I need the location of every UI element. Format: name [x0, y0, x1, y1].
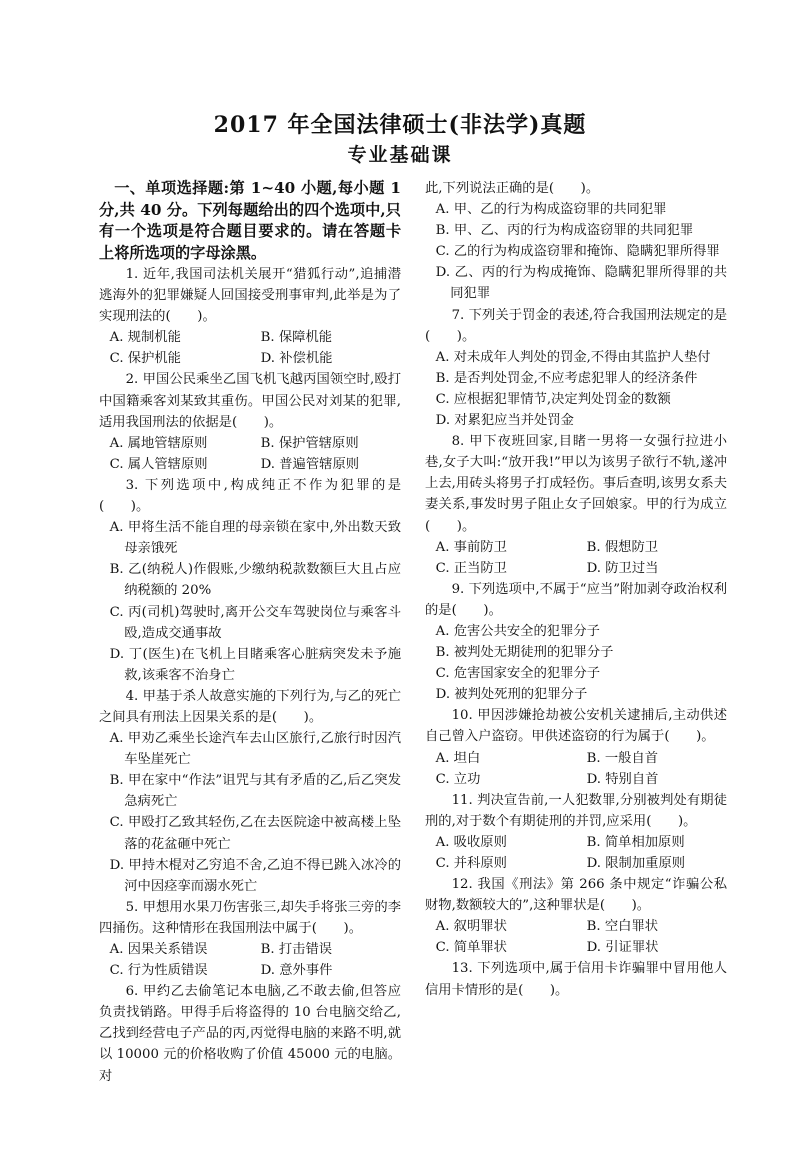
option-a: A. 甲将生活不能自理的母亲锁在家中,外出数天致母亲饿死	[109, 520, 401, 557]
section-heading: 一、单项选择题:第 1~40 小题,每小题 1 分,共 40 分。下列每题给出的四个选项中,只有一个选项是符合题目要求的。请在答题卡上将所选项的字母涂黑。	[99, 179, 401, 262]
question-stem: 3. 下列选项中,构成纯正不作为犯罪的是( )。	[99, 477, 401, 515]
option-d: D. 特别自首	[586, 771, 659, 787]
question-stem-part1: 6. 甲约乙去偷笔记本电脑,乙不敢去偷,但答应负责找销路。甲得手后将盗得的 10 台电脑交给乙,乙找到经营电子产品的丙,丙觉得电脑的来路不明,就以 10000 元的价格收购了价值 45000 元的电脑。对	[99, 984, 401, 1084]
option-a: A. 甲劝乙乘坐长途汽车去山区旅行,乙旅行时因汽车坠崖死亡	[109, 731, 401, 768]
option-b: B. 一般自首	[586, 750, 659, 766]
question-3	[99, 475, 401, 686]
right-column	[425, 178, 727, 1001]
page-subtitle: 专业基础课	[347, 144, 453, 166]
option-c: C. 丙(司机)驾驶时,离开公交车驾驶岗位与乘客斗殴,造成交通事故	[109, 604, 401, 641]
option-b: B. 保障机能	[260, 330, 333, 346]
question-12	[425, 874, 727, 958]
question-6-continued	[425, 178, 727, 305]
option-d: D. 补偿机能	[260, 351, 333, 367]
option-b: B. 保护管辖原则	[260, 435, 359, 451]
question-stem: 10. 甲因涉嫌抢劫被公安机关逮捕后,主动供述自己曾入户盗窃。甲供述盗窃的行为属于( )。	[425, 708, 727, 745]
option-b: B. 乙(纳税人)作假账,少缴纳税款数额巨大且占应纳税额的 20%	[109, 562, 401, 599]
option-d: D. 限制加重原则	[586, 856, 686, 871]
question-stem: 5. 甲想用水果刀伤害张三,却失手将张三旁的李四捅伤。这种情形在我国刑法中属于( )。	[99, 899, 401, 936]
option-a: A. 吸收原则	[435, 834, 507, 850]
question-stem-part2: 此,下列说法正确的是( )。	[425, 181, 600, 196]
option-c: C. 行为性质错误	[109, 963, 208, 979]
question-13	[425, 958, 727, 1000]
option-b: B. 空白罪状	[586, 919, 659, 935]
option-b: B. 假想防卫	[586, 539, 659, 555]
option-a: A. 对未成年人判处的罚金,不得由其监护人垫付	[435, 349, 711, 365]
question-stem: 12. 我国《刑法》第 266 条中规定“诈骗公私财物,数额较大的”,这种罪状是( )。	[425, 877, 727, 914]
question-4	[99, 686, 401, 897]
option-b: B. 甲、乙、丙的行为构成盗窃罪的共同犯罪	[435, 223, 694, 239]
question-11	[425, 790, 727, 874]
option-d: D. 甲持木棍对乙穷追不舍,乙迫不得已跳入冰冷的河中因痉挛而溺水死亡	[109, 857, 401, 894]
option-c: C. 并科原则	[435, 856, 507, 871]
option-a: A. 危害公共安全的犯罪分子	[435, 623, 600, 639]
option-d: D. 对累犯应当并处罚金	[435, 413, 574, 429]
question-stem: 7. 下列关于罚金的表述,符合我国刑法规定的是( )。	[425, 307, 727, 344]
option-d: D. 引证罪状	[586, 940, 659, 956]
option-b: B. 简单相加原则	[586, 834, 685, 850]
option-d: D. 被判处死刑的犯罪分子	[435, 687, 588, 703]
option-a: A. 事前防卫	[435, 539, 507, 555]
option-d: D. 防卫过当	[586, 560, 659, 576]
option-a: A. 叙明罪状	[435, 919, 507, 935]
question-2	[99, 369, 401, 474]
question-8	[425, 431, 727, 579]
question-stem: 4. 甲基于杀人故意实施的下列行为,与乙的死亡之间具有刑法上因果关系的是( )。	[99, 688, 401, 725]
question-stem: 11. 判决宣告前,一人犯数罪,分别被判处有期徒刑的,对于数个有期徒刑的并罚,应采用( )。	[425, 792, 727, 829]
question-stem: 13. 下列选项中,属于信用卡诈骗罪中冒用他人信用卡情形的是( )。	[425, 961, 727, 998]
question-stem: 8. 甲下夜班回家,目睹一男将一女强行拉进小巷,女子大叫:“放开我!”甲以为该男子欲行不轨,遂冲上去,用砖头将男子打成轻伤。事后查明,该男女系夫妻关系,事发时男子阻止女子回娘家。甲的行为成立( )。	[425, 434, 727, 534]
option-b: B. 被判处无期徒刑的犯罪分子	[435, 645, 614, 661]
question-1	[99, 264, 401, 369]
option-c: C. 应根据犯罪情节,决定判处罚金的数额	[435, 391, 671, 407]
option-b: B. 甲在家中“作法”诅咒与其有矛盾的乙,后乙突发急病死亡	[109, 773, 401, 810]
option-a: A. 因果关系错误	[109, 942, 208, 957]
question-7	[425, 305, 727, 432]
option-a: A. 甲、乙的行为构成盗窃罪的共同犯罪	[435, 202, 667, 218]
page-title: 2017 年全国法律硕士(非法学)真题	[213, 112, 587, 138]
left-column	[99, 178, 401, 1087]
option-c: C. 保护机能	[109, 351, 181, 367]
question-stem: 2. 甲国公民乘坐乙国飞机飞越丙国领空时,殴打中国籍乘客刘某致其重伤。甲国公民对刘某的犯罪,适用我国刑法的依据是( )。	[99, 372, 401, 430]
question-6	[99, 981, 401, 1086]
option-c: C. 甲殴打乙致其轻伤,乙在去医院途中被高楼上坠落的花盆砸中死亡	[109, 815, 401, 852]
option-d: D. 意外事件	[260, 963, 333, 979]
option-a: A. 属地管辖原则	[109, 435, 208, 451]
option-d: D. 丁(医生)在飞机上目睹乘客心脏病突发未予施救,该乘客不治身亡	[109, 646, 401, 683]
option-a: A. 坦白	[435, 750, 481, 766]
question-10	[425, 705, 727, 789]
question-stem: 1. 近年,我国司法机关展开“猎狐行动”,追捕潜逃海外的犯罪嫌疑人回国接受刑事审判,此举是为了实现刑法的( )。	[99, 267, 401, 325]
option-a: A. 规制机能	[109, 330, 181, 346]
option-c: C. 立功	[435, 771, 481, 787]
option-c: C. 正当防卫	[435, 560, 507, 576]
option-d: D. 乙、丙的行为构成掩饰、隐瞒犯罪所得罪的共同犯罪	[435, 265, 727, 302]
option-c: C. 危害国家安全的犯罪分子	[435, 666, 601, 682]
option-b: B. 打击错误	[260, 942, 333, 957]
question-5	[99, 897, 401, 981]
option-c: C. 乙的行为构成盗窃罪和掩饰、隐瞒犯罪所得罪	[435, 244, 720, 260]
option-d: D. 普遍管辖原则	[260, 456, 360, 472]
option-c: C. 属人管辖原则	[109, 456, 208, 472]
question-9	[425, 579, 727, 706]
question-stem: 9. 下列选项中,不属于“应当”附加剥夺政治权利的是( )。	[425, 581, 727, 618]
option-b: B. 是否判处罚金,不应考虑犯罪人的经济条件	[435, 370, 698, 386]
option-c: C. 简单罪状	[435, 940, 507, 956]
